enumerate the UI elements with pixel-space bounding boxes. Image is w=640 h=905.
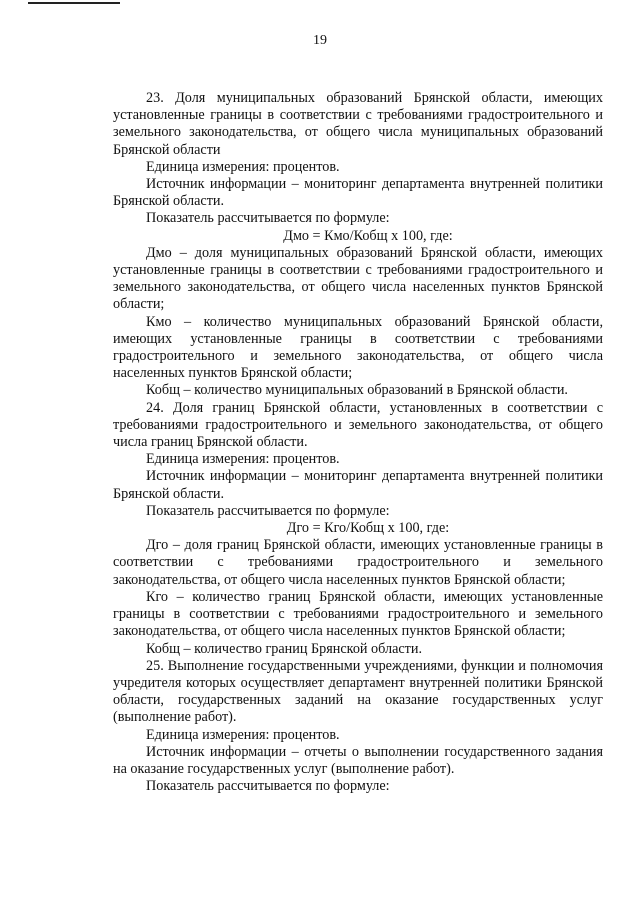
- paragraph: 23. Доля муниципальных образований Брянской области, имеющих установленные границы в соответствии с требованиями градостроительного и земельного законодательства, от общего числа муниципальных образований Брянской области: [113, 90, 603, 158]
- paragraph: Дмо – доля муниципальных образований Брянской области, имеющих установленные границы в соответствии с требованиями градостроительного и земельного законодательства, от общего числа населенных пунктов Брянской области;: [113, 244, 603, 313]
- paragraph: Единица измерения: процентов.: [146, 451, 340, 468]
- header-rule: [28, 2, 120, 4]
- formula-line: Дмо = Кмо/Кобщ х 100, где:: [283, 227, 453, 244]
- document-body: [113, 90, 603, 795]
- paragraph: 24. Доля границ Брянской области, установленных в соответствии с требованиями градостроительного и земельного законодательства, от общего числа границ Брянской области.: [113, 399, 603, 451]
- paragraph: Показатель рассчитывается по формуле:: [146, 778, 390, 795]
- paragraph: Источник информации – отчеты о выполнении государственного задания на оказание государственных услуг (выполнение работ).: [113, 743, 603, 777]
- paragraph: Кго – количество границ Брянской области, имеющих установленные границы в соответствии с требованиями градостроительного и земельного законодательства, от общего числа населенных пунктов Брянской области;: [113, 588, 603, 640]
- formula-line: Дго = Кго/Кобщ х 100, где:: [286, 520, 450, 537]
- page-number: 19: [313, 33, 327, 48]
- paragraph: Единица измерения: процентов.: [146, 158, 340, 175]
- paragraph: Кобщ – количество муниципальных образований в Брянской области.: [146, 382, 568, 399]
- paragraph: 25. Выполнение государственными учреждениями, функции и полномочия учредителя которых осуществляет департамент внутренней политики Брянской области, государственных заданий на оказание государственных услуг (выполнение работ).: [113, 657, 603, 726]
- paragraph: Показатель рассчитывается по формуле:: [146, 502, 390, 519]
- paragraph: Источник информации – мониторинг департамента внутренней политики Брянской области.: [113, 176, 603, 210]
- paragraph: Источник информации – мониторинг департамента внутренней политики Брянской области.: [113, 468, 603, 502]
- paragraph: Кмо – количество муниципальных образований Брянской области, имеющих установленные границы в соответствии с требованиями градостроительного и земельного законодательства, от общего числа населенных пунктов Брянской области;: [113, 313, 603, 382]
- paragraph: Дго – доля границ Брянской области, имеющих установленные границы в соответствии с требованиями градостроительного и земельного законодательства, от общего числа населенных пунктов Брянской области;: [113, 537, 603, 588]
- paragraph: Кобщ – количество границ Брянской области.: [146, 640, 423, 657]
- paragraph: Единица измерения: процентов.: [146, 726, 340, 743]
- paragraph: Показатель рассчитывается по формуле:: [146, 210, 390, 227]
